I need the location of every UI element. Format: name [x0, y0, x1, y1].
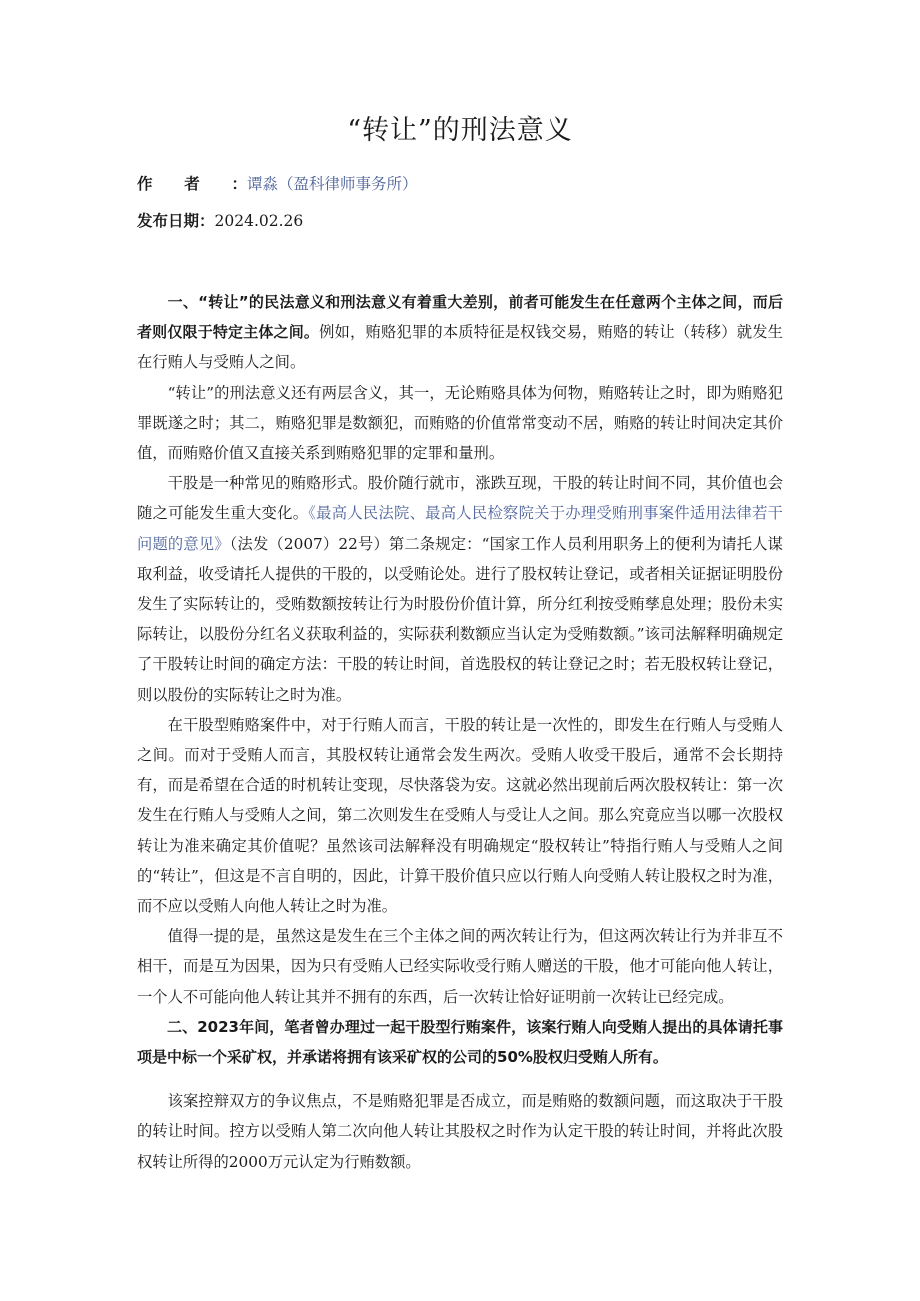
paragraph-6-heading: 二、2023年间，笔者曾办理过一起干股型行贿案件，该案行贿人向受贿人提出的具体请托事项是中标一个采矿权，并承诺将拥有该采矿权的公司的50%股权归受贿人所有。	[137, 1017, 783, 1067]
paragraph-2: “转让”的刑法意义还有两层含义，其一，无论贿赂具体为何物，贿赂转让之时，即为贿赂犯罪既遂之时；其二，贿赂犯罪是数额犯，而贿赂的价值常常变动不居，贿赂的转让时间决定其价值，而贿赂价值又直接关系到贿赂犯罪的定罪和量刑。	[137, 383, 783, 463]
article-title: “转让”的刑法意义	[347, 115, 573, 146]
paragraph-3-text-b: （法发（2007）22号）第二条规定：“国家工作人员利用职务上的便利为请托人谋取利益，收受请托人提供的干股的，以受贿论处。进行了股权转让登记，或者相关证据证明股份发生了实际转让的，受贿数额按转让行为时股份价值计算，所分红利按受贿孳息处理；股份未实际转让，以股份分红名义获取利益的，实际获利数额应当认定为受贿数额。”该司法解释明确规定了干股转让时间的确定方法：干股的转让时间，首选股权的转让登记之时；若无股权转让登记，则以股份的实际转让之时为准。	[137, 534, 783, 704]
article-body	[137, 287, 783, 1177]
law-citation-link[interactable]: 《最高人民法院、最高人民检察院关于办理受贿刑事案件适用法律若干问题的意见》	[137, 504, 783, 553]
paragraph-5: 值得一提的是，虽然这是发生在三个主体之间的两次转让行为，但这两次转让行为并非互不相干，而是互为因果，因为只有受贿人已经实际收受行贿人赠送的干股，他才可能向他人转让，一个人不可能向他人转让其并不拥有的东西，后一次转让恰好证明前一次转让已经完成。	[137, 927, 783, 1006]
date-label: 发布日期：	[137, 212, 215, 230]
author-name[interactable]: 谭淼（盈科律师事务所）	[247, 175, 418, 193]
date-line	[137, 209, 303, 231]
paragraph-4: 在干股型贿赂案件中，对于行贿人而言，干股的转让是一次性的，即发生在行贿人与受贿人之间。而对于受贿人而言，其股权转让通常会发生两次。受贿人收受干股后，通常不会长期持有，而是希望在合适的时机转让变现，尽快落袋为安。这就必然出现前后两次股权转让：第一次发生在行贿人与受贿人之间，第二次则发生在受贿人与受让人之间。那么究竟应当以哪一次股权转让为准来确定其价值呢？虽然该司法解释没有明确规定“股权转让”特指行贿人与受贿人之间的“转让”，但这是不言自明的，因此，计算干股价值只应以行贿人向受贿人转让股权之时为准，而不应以受贿人向他人转让之时为准。	[137, 715, 783, 916]
paragraph-3	[137, 468, 783, 710]
author-line	[137, 172, 418, 194]
author-label: 作者：	[137, 175, 247, 193]
paragraph-3-text-a: 干股是一种常见的贿赂形式。股价随行就市，涨跌互现，干股的转让时间不同，其价值也会随之可能发生重大变化。	[137, 474, 783, 523]
paragraph-1	[137, 287, 783, 378]
paragraph-1-text: 例如，贿赂犯罪的本质特征是权钱交易，贿赂的转让（转移）就发生在行贿人与受贿人之间。	[137, 323, 783, 372]
paragraph-7: 该案控辩双方的争议焦点，不是贿赂犯罪是否成立，而是贿赂的数额问题，而这取决于干股的转让时间。控方以受贿人第二次向他人转让其股权之时作为认定干股的转让时间，并将此次股权转让所得的2000万元认定为行贿数额。	[137, 1092, 783, 1171]
date-value: 2024.02.26	[214, 212, 304, 230]
paragraph-1-heading: 一、“转让”的民法意义和刑法意义有着重大差别，前者可能发生在任意两个主体之间，而后者则仅限于特定主体之间。	[137, 293, 783, 342]
